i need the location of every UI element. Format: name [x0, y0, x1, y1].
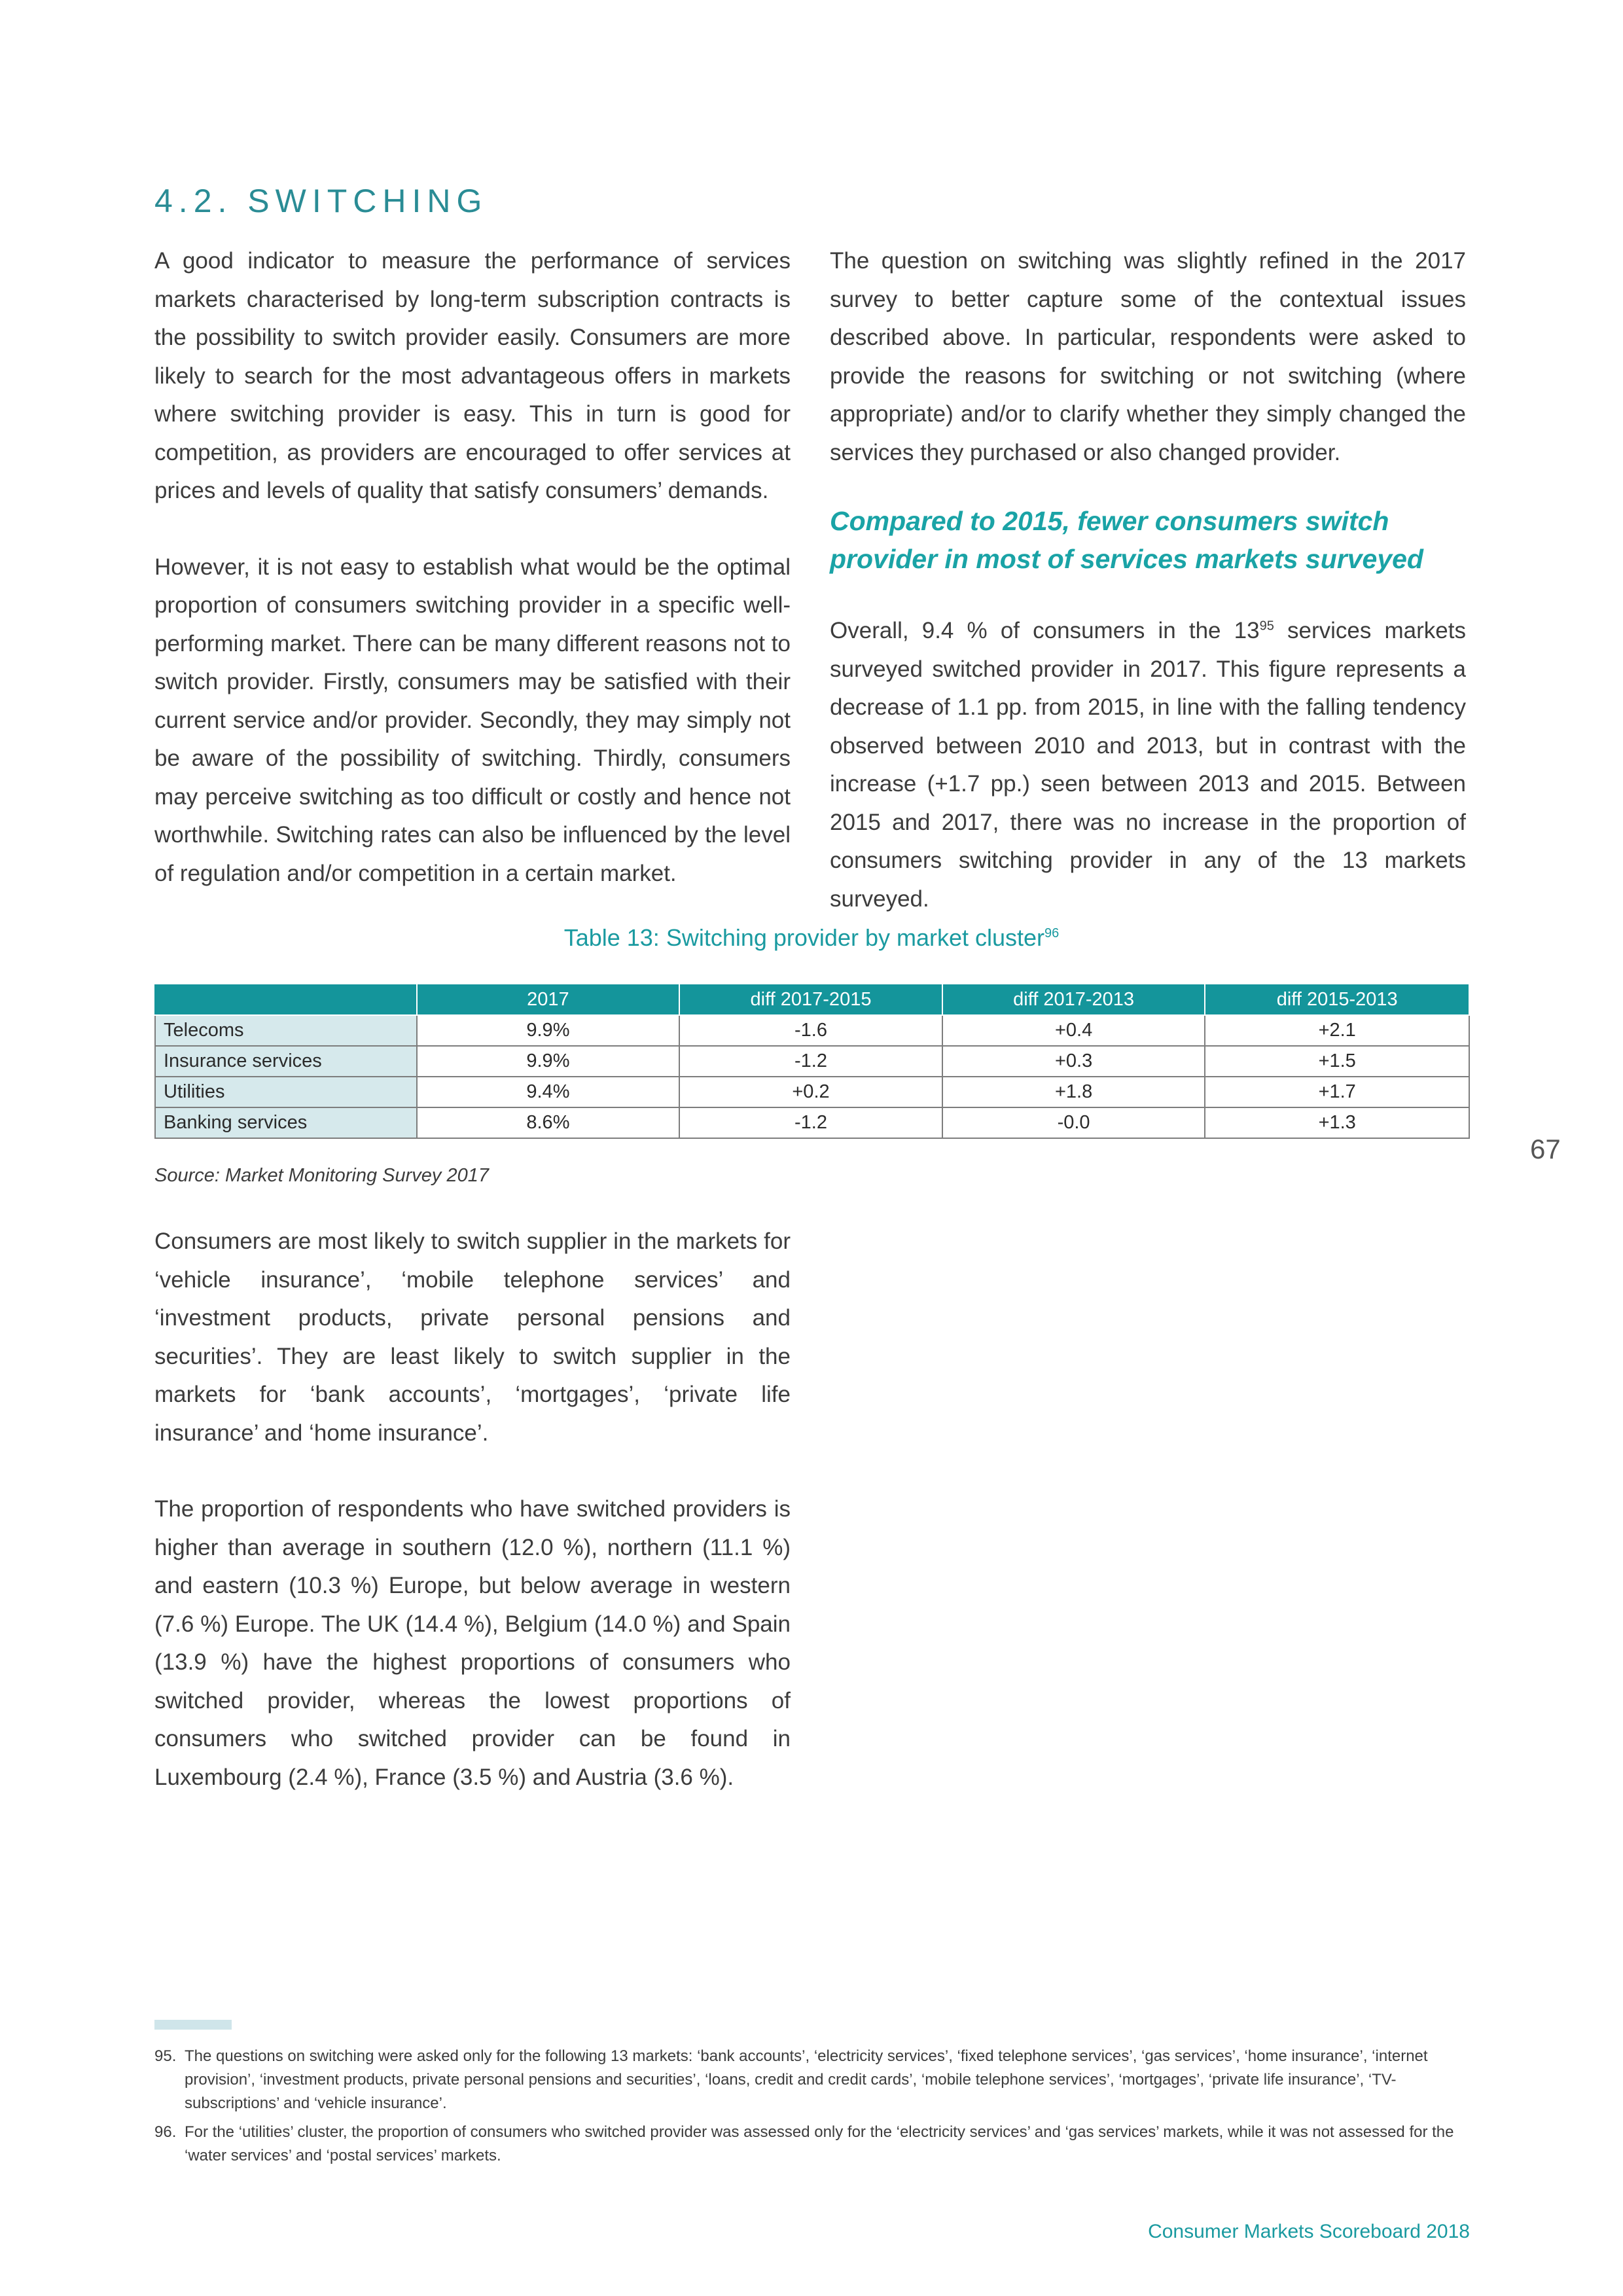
row-label: Utilities [155, 1077, 417, 1107]
subheading: Compared to 2015, fewer consumers switch provider in most of services markets surveyed [830, 506, 1423, 574]
footnote-ref-95[interactable]: 95 [1259, 619, 1274, 634]
paragraph-text: Overall, 9.4 % of consumers in the 13 [830, 618, 1260, 643]
table-cell: -1.2 [679, 1046, 942, 1077]
table-caption [154, 924, 1469, 952]
footnote-number: 96. [154, 2123, 177, 2141]
footnote-ref-96[interactable]: 96 [1044, 926, 1060, 941]
footnote-text: For the ‘utilities’ cluster, the proportion of consumers who switched provider was assessed only for the ‘electricity services’ and ‘gas services’ markets, while it was not assessed for the ‘water services’ and ‘postal services’ markets. [185, 2123, 1454, 2164]
table-cell: +1.8 [942, 1077, 1205, 1107]
left-column [154, 242, 791, 893]
footnotes [154, 2045, 1470, 2173]
paragraph-text: services markets surveyed switched provider in 2017. This figure represents a decrease of 1.1 pp. from 2015, in line with the falling tendency observed between 2010 and 2013, but in contrast with the increase (+1.7 pp.) seen between 2013 and 2015. Between 2015 and 2017, there was no increase in the proportion of consumers switching provider in any of the 13 markets surveyed. [830, 618, 1466, 912]
row-label: Telecoms [155, 1015, 417, 1046]
table-cell: 9.4% [417, 1077, 680, 1107]
section-title: 4.2. SWITCHING [154, 182, 488, 219]
table-cell: +2.1 [1205, 1015, 1469, 1046]
row-label: Insurance services [155, 1046, 417, 1077]
table-header-row [155, 984, 1469, 1015]
table-source: Source: Market Monitoring Survey 2017 [154, 1165, 489, 1186]
table-header-cell: diff 2017-2015 [679, 984, 942, 1015]
footnote-96 [154, 2121, 1470, 2168]
table-cell: +0.4 [942, 1015, 1205, 1046]
table-cell: +1.3 [1205, 1107, 1469, 1138]
lower-left-column [154, 1223, 791, 1797]
table-row [155, 1077, 1469, 1107]
table-cell: +1.7 [1205, 1077, 1469, 1107]
survey-refinement-paragraph: The question on switching was slightly refined in the 2017 survey to better capture some of the contextual issues described above. In particular, respondents were asked to provide the reasons for switching or not switching (where appropriate) and/or to clarify whether they simply changed the services they purchased or also changed provider. [830, 248, 1466, 465]
table-header-cell [155, 984, 417, 1015]
regional-proportion-paragraph: The proportion of respondents who have switched providers is higher than average in southern (12.0 %), northern (11.1 %) and eastern (10.3 %) Europe, but below average in western (7.6 %) Europe. The UK (14.4 %), Belgium (14.0 %) and Spain (13.9 %) have the highest proportions of consumers who switched provider, whereas the lowest proportions of consumers who switched provider can be found in Luxembourg (2.4 %), France (3.5 %) and Austria (3.6 %). [154, 1496, 791, 1790]
page-number: 67 [1530, 1134, 1561, 1164]
table-row [155, 1046, 1469, 1077]
overall-switching-paragraph [830, 612, 1466, 918]
footnote-text: The questions on switching were asked only for the following 13 markets: ‘bank accounts’, ‘electricity services’, ‘fixed telephone services’, ‘gas services’, ‘home insurance’, ‘internet provision’, ‘investment products, private personal pensions and securities’, ‘loans, credit and credit cards’, ‘mobile telephone services’, ‘mortgages’, ‘private life insurance’, ‘TV-subscriptions’ and ‘vehicle insurance’. [185, 2047, 1428, 2112]
table-cell: -1.2 [679, 1107, 942, 1138]
footnote-95 [154, 2045, 1470, 2115]
right-column [830, 242, 1466, 918]
footnote-divider [154, 2020, 232, 2030]
table-cell: -0.0 [942, 1107, 1205, 1138]
row-label: Banking services [155, 1107, 417, 1138]
table-cell: -1.6 [679, 1015, 942, 1046]
caption-text: Table 13: Switching provider by market cluster [563, 924, 1045, 951]
table-cell: +1.5 [1205, 1046, 1469, 1077]
table-header-cell: 2017 [417, 984, 680, 1015]
table-row [155, 1107, 1469, 1138]
switch-likelihood-paragraph: Consumers are most likely to switch supplier in the markets for ‘vehicle insurance’, ‘mobile telephone services’ and ‘investment products, private personal pensions and securities’. They are least likely to switch supplier in the markets for ‘bank accounts’, ‘mortgages’, ‘private life insurance’ and ‘home insurance’. [154, 1229, 791, 1446]
table-cell: 8.6% [417, 1107, 680, 1138]
footer-publication-title: Consumer Markets Scoreboard 2018 [1148, 2221, 1470, 2242]
switching-table [154, 983, 1470, 1139]
table-row [155, 1015, 1469, 1046]
intro-paragraph: A good indicator to measure the performance of services markets characterised by long-term subscription contracts is the possibility to switch provider easily. Consumers are more likely to search for the most advantageous offers in markets where switching provider is easy. This in turn is good for competition, as providers are encouraged to offer services at prices and levels of quality that satisfy consumers’ demands. [154, 248, 791, 503]
table-cell: 9.9% [417, 1015, 680, 1046]
table-header-cell: diff 2015-2013 [1205, 984, 1469, 1015]
optimal-switching-paragraph: However, it is not easy to establish what would be the optimal proportion of consumers switching provider in a specific well-performing market. There can be many different reasons not to switch provider. Firstly, consumers may be satisfied with their current service and/or provider. Secondly, they may simply not be aware of the possibility of switching. Thirdly, consumers may perceive switching as too difficult or costly and hence not worthwhile. Switching rates can also be influenced by the level of regulation and/or competition in a certain market. [154, 554, 791, 886]
table-cell: 9.9% [417, 1046, 680, 1077]
table-cell: +0.2 [679, 1077, 942, 1107]
table-header-cell: diff 2017-2013 [942, 984, 1205, 1015]
table-cell: +0.3 [942, 1046, 1205, 1077]
footnote-number: 95. [154, 2047, 177, 2065]
